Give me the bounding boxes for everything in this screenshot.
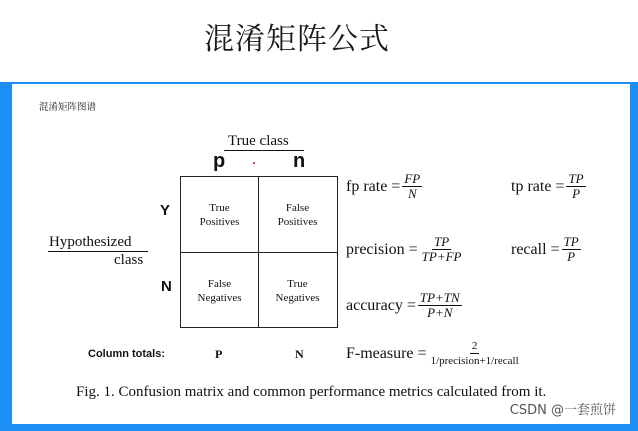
fraction	[566, 172, 585, 201]
column-totals-label: Column totals:	[88, 348, 165, 360]
denominator: N	[407, 186, 417, 201]
denominator: TP+FP	[421, 249, 462, 264]
title-bar	[0, 0, 638, 82]
cell-text: False	[207, 277, 232, 290]
formula-label: fp rate =	[346, 177, 401, 195]
denominator: P	[567, 249, 576, 264]
formula-label: F-measure =	[346, 344, 427, 362]
cell-false-negatives	[181, 253, 258, 328]
denominator: 1/precision+1/recall	[430, 355, 519, 367]
numerator: TP	[568, 171, 584, 186]
confusion-matrix	[180, 176, 338, 328]
cell-text: False	[285, 201, 310, 214]
figure-subtitle: 混淆矩阵图谱	[39, 102, 97, 113]
watermark: CSDN @一套煎饼	[509, 403, 616, 418]
class-label: class	[114, 252, 144, 268]
formula-label: precision =	[346, 240, 418, 258]
true-class-label: True class	[228, 133, 289, 149]
precision-formula	[346, 235, 466, 264]
hypothesized-label: Hypothesized	[49, 234, 132, 250]
numerator: TP	[563, 234, 579, 249]
recall-formula	[511, 235, 583, 264]
cell-false-positives	[259, 177, 336, 252]
col-n-label: n	[293, 150, 306, 172]
cell-text: Negatives	[197, 291, 242, 304]
fp-rate-formula	[346, 172, 424, 201]
cell-text: True	[287, 277, 308, 290]
tp-rate-formula	[511, 172, 588, 201]
fraction	[402, 172, 422, 201]
cell-text: True	[209, 201, 230, 214]
cell-text: Positives	[277, 215, 318, 228]
row-n-label: N	[161, 278, 172, 295]
numerator: 2	[471, 340, 478, 352]
fraction	[429, 339, 521, 368]
formula-label: accuracy =	[346, 296, 416, 314]
numerator: TP+TN	[419, 290, 460, 305]
dot-marker	[253, 162, 255, 164]
fraction	[562, 235, 581, 264]
fraction	[418, 291, 462, 320]
cell-text: Positives	[199, 215, 240, 228]
cell-true-positives	[181, 177, 258, 252]
col-p-label: p	[213, 150, 226, 172]
total-p: P	[215, 347, 223, 361]
formula-label: recall =	[511, 240, 560, 258]
accuracy-formula	[346, 291, 464, 320]
numerator: FP	[404, 171, 421, 186]
denominator: P+N	[427, 305, 453, 320]
numerator: TP	[434, 234, 450, 249]
row-y-label: Y	[160, 202, 171, 219]
cell-text: Negatives	[275, 291, 320, 304]
formula-label: tp rate =	[511, 177, 565, 195]
cell-true-negatives	[259, 253, 336, 328]
figure-panel	[12, 84, 630, 424]
true-class-underline	[224, 150, 304, 151]
fraction	[420, 235, 464, 264]
figure-caption: Fig. 1. Confusion matrix and common performance metrics calculated from it.	[76, 384, 547, 400]
total-n: N	[295, 347, 304, 361]
f-measure-formula	[346, 339, 523, 368]
denominator: P	[572, 186, 581, 201]
page-title: 混淆矩阵公式	[204, 22, 390, 57]
